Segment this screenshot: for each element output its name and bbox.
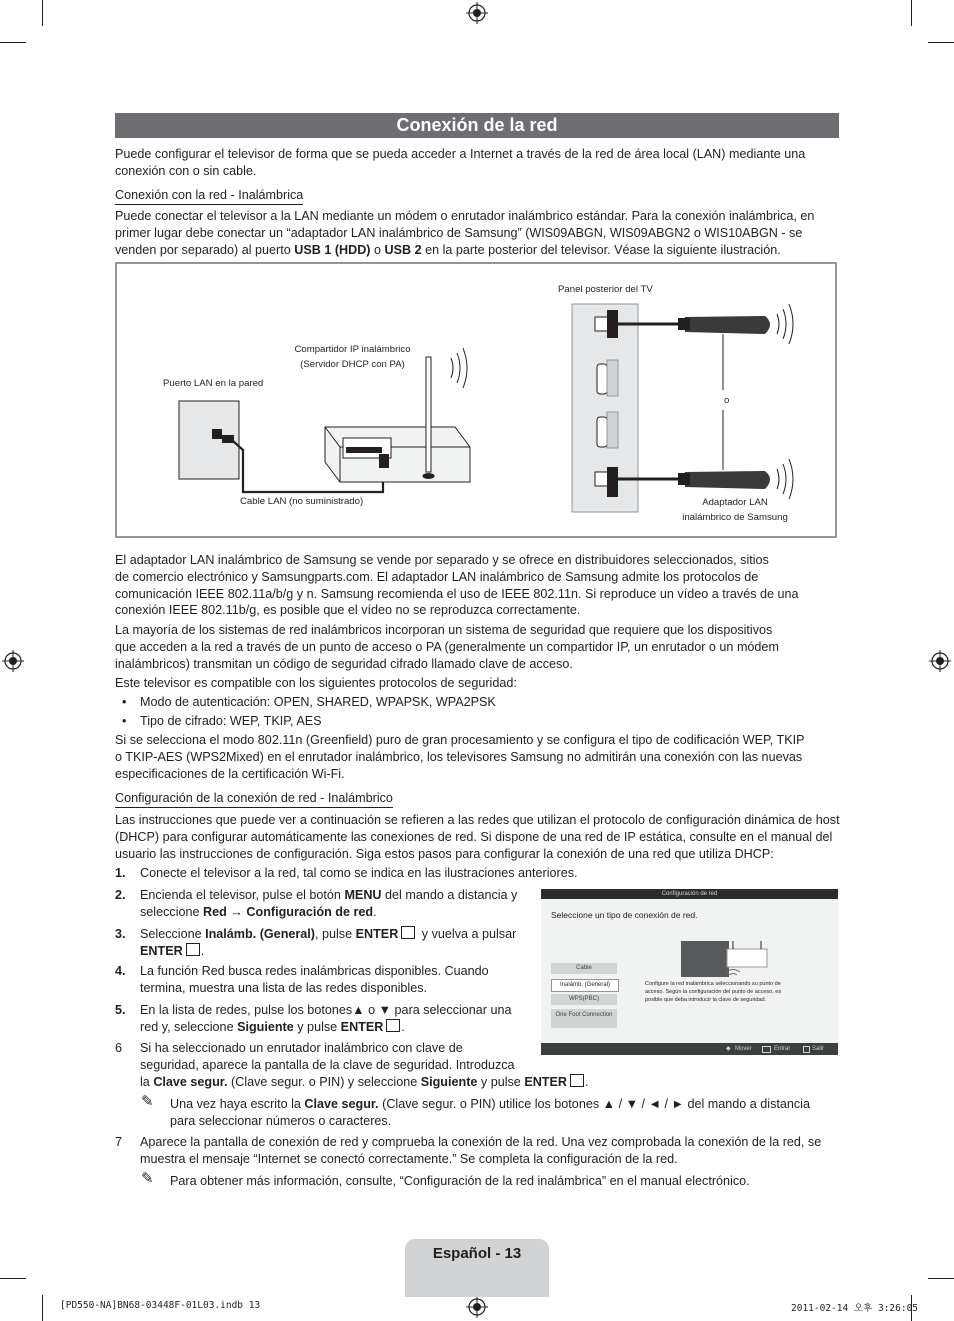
wall-port-label: Puerto LAN en la pared — [163, 378, 264, 389]
step-text — [140, 1134, 850, 1168]
text-span: . — [401, 1019, 405, 1034]
step-number: 7 — [115, 1135, 123, 1149]
text-span: red y, seleccione — [140, 1019, 238, 1034]
registration-mark-icon — [466, 2, 488, 24]
step-text — [140, 1002, 535, 1036]
text-line: que acceden a la red a través de un punto de acceso o PA (generalmente un compartidor IP, un enrutador o un módem — [115, 639, 779, 654]
text-line: En la lista de redes, pulse los botones▲ o ▼ para seleccionar una — [140, 1003, 512, 1017]
menu-item-cable[interactable]: Cable — [551, 963, 617, 974]
text-span: (Clave segur. o PIN) y seleccione — [227, 1074, 421, 1089]
tv-router-illustration-icon — [681, 939, 781, 981]
text-line — [140, 1074, 840, 1091]
crop-mark — [42, 1295, 43, 1321]
usb2-label: USB 2 — [384, 242, 422, 257]
text-span: Encienda el televisor, pulse el botón — [140, 888, 345, 902]
text-span: Seleccione — [140, 927, 206, 941]
section-heading-config: Configuración de la conexión de red - Inalámbrico — [115, 790, 393, 808]
menu-red: Red — [203, 904, 227, 919]
adapter-paragraph — [115, 552, 845, 691]
page-title: Conexión de la red — [115, 113, 839, 138]
text-line: acceso. Según la configuración del punto de acceso, es — [645, 989, 782, 995]
text-line: Aparece la pantalla de conexión de red y comprueba la conexión de la red. Una vez comprobada la conexión de la red, se — [140, 1135, 822, 1149]
move-arrows-icon: ◆ — [726, 1046, 731, 1052]
usb1-label: USB 1 (HDD) — [294, 242, 371, 257]
footer-timestamp: 2011-02-14 오후 3:26:05 — [791, 1303, 919, 1314]
text-span: en la parte posterior del televisor. Véase la siguiente ilustración. — [421, 242, 781, 257]
router-label-line: (Servidor DHCP con PA) — [300, 359, 405, 370]
text-line: o TKIP-AES (WPS2Mixed) en el enrutador inalámbrico, los televisores Samsung no admitirán una conexión con las nuevas — [115, 749, 803, 764]
text-span: del mando a distancia y — [381, 888, 518, 902]
nav-move: Mover — [735, 1046, 752, 1052]
text-line: Las instrucciones que puede ver a continuación se refieren a las redes que utilizan el protocolo de configuración dinámica de host — [115, 813, 840, 827]
text-line — [140, 943, 535, 960]
step-text — [140, 926, 535, 960]
crop-mark — [42, 0, 43, 26]
step-number: 2. — [115, 888, 126, 902]
text-line: inalámbricos) transmitan un código de seguridad cifrado llamado clave de acceso. — [115, 656, 573, 671]
section-heading-wireless: Conexión con la red - Inalámbrica — [115, 187, 303, 205]
text-span: y vuelva a pulsar — [418, 927, 517, 941]
text-line — [140, 926, 535, 943]
wall-port-icon — [179, 401, 239, 479]
text-line: usuario las instrucciones de configuración. Siga estos pasos para configurar la conexión de una red que utiliza DHCP: — [115, 846, 774, 861]
menu-item-wireless[interactable]: Inalámb. (General) — [551, 979, 619, 992]
step-text — [140, 963, 535, 997]
enter-icon — [762, 1046, 771, 1053]
text-span: la — [140, 1074, 154, 1089]
screen-prompt: Seleccione un tipo de conexión de red. — [551, 910, 698, 920]
router-label — [270, 344, 435, 371]
footer-file: [PD550-NA]BN68-03448F-01L03.indb 13 — [60, 1300, 261, 1311]
text-line: posible que deba introducir la clave de seguridad. — [645, 997, 767, 1003]
bullet-icon: • — [122, 714, 127, 728]
adapter-label-line: Adaptador LAN — [702, 497, 768, 508]
note-text — [170, 1096, 850, 1130]
network-config-screen — [541, 889, 838, 1055]
wireless-intro — [115, 208, 845, 258]
menu-wireless: Inalámb. (General) — [205, 927, 315, 941]
step-number: 1. — [115, 866, 126, 880]
text-line: comunicación IEEE 802.11a/b/g y n. Samsung recomienda el uso de IEEE 802.11n. Si reproduce un vídeo a través de una — [115, 586, 799, 601]
enter-key: ENTER — [355, 927, 399, 941]
text-line — [170, 1096, 850, 1113]
enter-key: ENTER — [340, 1019, 384, 1034]
text-line — [115, 242, 845, 259]
text-line: seguridad, aparece la pantalla de la clave de seguridad. Introduzca — [140, 1057, 515, 1072]
enter-key: ENTER — [140, 943, 183, 958]
menu-config: Configuración de red — [246, 904, 374, 919]
text-span: o — [370, 242, 385, 257]
screen-description — [645, 980, 781, 1004]
text-line: primer lugar debe conectar un “adaptador LAN inalámbrico de Samsung” (WIS09ABGN, WIS09ABGN2 o WIS10ABGN - se — [115, 225, 803, 240]
wifi-waves-icon — [777, 304, 793, 499]
next-label: Siguiente — [237, 1019, 294, 1034]
text-line: El adaptador LAN inalámbrico de Samsung se vende por separado y se ofrece en distribuidores seleccionados, sitios — [115, 553, 769, 567]
step-number: 3. — [115, 927, 126, 941]
or-label: o — [724, 395, 730, 406]
screen-nav-bar — [541, 1043, 838, 1055]
text-line: Puede conectar el televisor a la LAN mediante un módem o enrutador inalámbrico estándar. Para la conexión inalámbrica, en — [115, 209, 815, 223]
text-line: Configure la red inalámbrica seleccionando su punto de — [645, 981, 781, 987]
enter-icon — [401, 926, 415, 939]
note-text: Para obtener más información, consulte, “Configuración de la red inalámbrica” en el manual electrónico. — [170, 1174, 750, 1188]
router-label-line: Compartidor IP inalámbrico — [294, 344, 411, 355]
exit-icon — [803, 1046, 810, 1053]
page-number-label: Español - 13 — [432, 1245, 522, 1262]
text-line: muestra el mensaje “Internet se conectó correctamente.” Se completa la configuración de la red. — [140, 1151, 678, 1166]
enter-icon — [570, 1074, 584, 1087]
text-line: de comercio electrónico y Samsungparts.com. El adaptador LAN inalámbrico de Samsung admite los protocolos de — [115, 569, 759, 584]
text-span: . — [373, 904, 377, 919]
text-span: y pulse — [477, 1074, 525, 1089]
registration-mark-icon — [2, 650, 24, 672]
greenfield-paragraph — [115, 732, 845, 782]
bullet-item: Modo de autenticación: OPEN, SHARED, WPAPSK, WPA2PSK — [140, 695, 496, 709]
adapter-label — [660, 497, 810, 524]
text-span: y pulse — [293, 1019, 341, 1034]
text-line: termina, muestra una lista de las redes disponibles. — [140, 980, 428, 995]
intro-paragraph: Puede configurar el televisor de forma que se pueda acceder a Internet a través de la red de área local (LAN) mediante una conexión con o sin cable. — [115, 147, 806, 178]
crop-mark — [0, 1278, 26, 1279]
text-line: (DHCP) para configurar automáticamente las conexiones de red. Si dispone de una red de IP estática, consulte en el manual del — [115, 829, 833, 844]
registration-mark-icon — [466, 1296, 488, 1318]
text-span: → — [226, 904, 247, 919]
text-line: La mayoría de los sistemas de red inalámbricos incorporan un sistema de seguridad que requiere que los dispositivos — [115, 623, 773, 638]
nav-enter: Entrar — [774, 1046, 791, 1052]
cable-label: Cable LAN (no suministrado) — [240, 496, 364, 507]
text-span: . — [200, 943, 205, 958]
router-icon — [325, 357, 470, 482]
config-intro — [115, 812, 845, 862]
text-line: para seleccionar números o caracteres. — [170, 1113, 392, 1128]
enter-key: ENTER — [524, 1074, 567, 1089]
text-line — [140, 1019, 535, 1036]
registration-mark-icon — [929, 650, 951, 672]
step-number: 6 — [115, 1041, 123, 1055]
nav-exit: Salir — [812, 1046, 825, 1052]
text-line: Si ha seleccionado un enrutador inalámbrico con clave de — [140, 1041, 463, 1055]
text-span: seleccione — [140, 904, 204, 919]
text-line: especificaciones de la certificación Wi-Fi. — [115, 766, 345, 781]
text-span: , pulse — [315, 927, 356, 941]
next-label: Siguiente — [420, 1074, 478, 1089]
adapter-label-line: inalámbrico de Samsung — [682, 512, 788, 523]
crop-mark — [928, 1278, 954, 1279]
text-line — [140, 887, 535, 904]
note-pencil-icon: ✎ — [141, 1093, 154, 1110]
text-span: . — [585, 1074, 589, 1089]
screen-title: Configuración de red — [541, 889, 838, 899]
wifi-waves-icon — [451, 348, 467, 388]
text-span: venden por separado) al puerto — [115, 242, 295, 257]
text-line: Este televisor es compatible con los siguientes protocolos de seguridad: — [115, 675, 517, 690]
step-text: Conecte el televisor a la red, tal como se indica en las ilustraciones anteriores. — [140, 866, 578, 880]
menu-item-wps[interactable]: WPS(PBC) — [551, 994, 617, 1005]
menu-item-onefoot[interactable]: One Foot Connection — [551, 1009, 617, 1028]
enter-icon — [186, 943, 200, 956]
enter-icon — [386, 1019, 400, 1032]
text-line: La función Red busca redes inalámbricas disponibles. Cuando — [140, 964, 489, 978]
step-number: 4. — [115, 964, 126, 978]
note-pencil-icon: ✎ — [141, 1170, 154, 1187]
tv-panel-label: Panel posterior del TV — [558, 284, 653, 295]
bullet-item: Tipo de cifrado: WEP, TKIP, AES — [140, 714, 322, 728]
key-label: Clave segur. — [304, 1097, 379, 1111]
text-span: Una vez haya escrito la — [170, 1097, 305, 1111]
step-number: 5. — [115, 1003, 126, 1017]
text-span: (Clave segur. o PIN) utilice los botones ▲ / ▼ / ◄ / ► del mando a distancia — [378, 1097, 810, 1111]
key-label: Clave segur. — [153, 1074, 228, 1089]
crop-mark — [911, 0, 912, 26]
bullet-icon: • — [122, 695, 127, 709]
step-text — [140, 887, 535, 921]
menu-key: MENU — [344, 888, 382, 902]
crop-mark — [0, 42, 26, 43]
text-line — [140, 904, 535, 921]
tv-panel-icon — [572, 304, 638, 512]
text-line: Si se selecciona el modo 802.11n (Greenfield) puro de gran procesamiento y se configura el tipo de codificación WEP, TKIP — [115, 733, 805, 747]
text-line: conexión IEEE 802.11b/g, es posible que el vídeo no se reproduzca correctamente. — [115, 603, 581, 618]
crop-mark — [928, 42, 954, 43]
